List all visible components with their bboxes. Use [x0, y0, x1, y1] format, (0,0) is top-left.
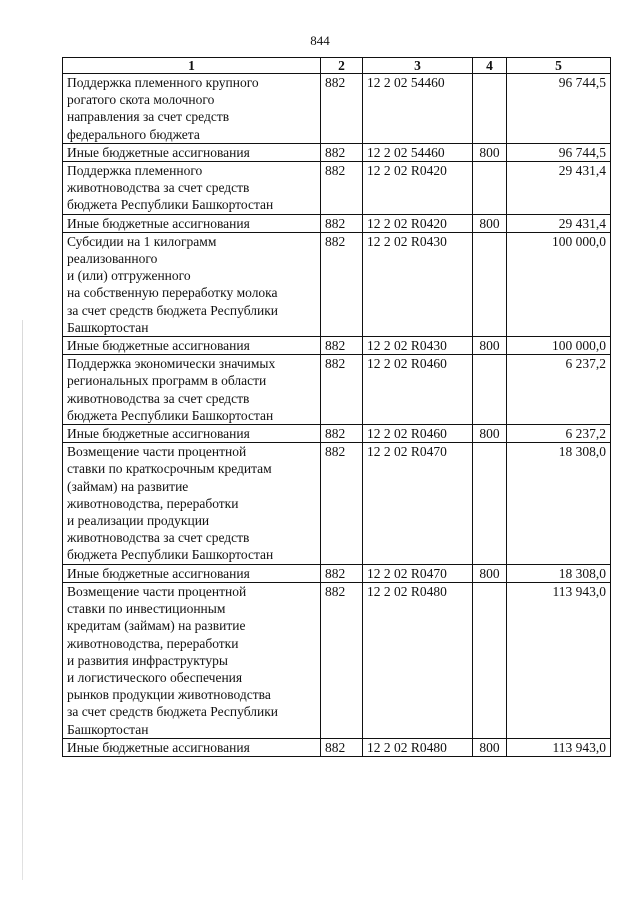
expense-name-line: Поддержка племенного	[67, 163, 203, 179]
expense-name-cell	[63, 425, 321, 443]
scan-edge-line	[22, 320, 23, 880]
table-row	[63, 162, 611, 215]
expense-name-line: Поддержка племенного крупного	[67, 75, 259, 90]
expense-name-line: направления за счет средств	[67, 109, 230, 125]
expense-name-line: рогатого скота молочного	[67, 92, 215, 108]
ministry-code-cell: 882	[321, 143, 363, 161]
expense-name-cell	[63, 443, 321, 564]
target-article-cell: 12 2 02 R0480	[363, 738, 473, 756]
target-article-cell: 12 2 02 R0470	[363, 443, 473, 564]
amount-cell: 100 000,0	[507, 337, 611, 355]
expense-name-line: животноводства за счет средств	[67, 390, 250, 406]
expense-name-cell	[63, 582, 321, 738]
page-number: 844	[310, 33, 330, 48]
ministry-code-cell: 882	[321, 337, 363, 355]
amount-cell: 29 431,4	[507, 214, 611, 232]
expense-name-line: рынков продукции животноводства	[67, 687, 271, 703]
expense-name-line: Башкортостан	[67, 721, 149, 737]
target-article-cell: 12 2 02 R0460	[363, 355, 473, 425]
expense-name-cell	[63, 738, 321, 756]
expense-name-line: Иные бюджетные ассигнования	[67, 144, 250, 160]
amount-cell: 6 237,2	[507, 355, 611, 425]
expense-type-cell: 800	[473, 738, 507, 756]
table-row	[63, 74, 611, 144]
expense-type-cell: 800	[473, 564, 507, 582]
amount-cell: 96 744,5	[507, 143, 611, 161]
expense-name-line: животноводства за счет средств	[67, 530, 250, 546]
expense-name-line: Иные бюджетные ассигнования	[67, 426, 250, 442]
expense-name-line: бюджета Республики Башкортостан	[67, 197, 274, 213]
column-header: 1	[63, 58, 321, 74]
column-header: 5	[507, 58, 611, 74]
expense-name-cell	[63, 355, 321, 425]
expense-name-line: кредитам (займам) на развитие	[67, 618, 246, 634]
target-article-cell: 12 2 02 54460	[363, 143, 473, 161]
expense-type-cell: 800	[473, 143, 507, 161]
table-row	[63, 355, 611, 425]
expense-name-cell	[63, 143, 321, 161]
target-article-cell: 12 2 02 R0430	[363, 337, 473, 355]
amount-cell: 18 308,0	[507, 443, 611, 564]
expense-type-cell	[473, 232, 507, 336]
expense-type-cell	[473, 355, 507, 425]
target-article-cell: 12 2 02 R0480	[363, 582, 473, 738]
expense-name-line: за счет средств бюджета Республики	[67, 704, 278, 720]
table-row	[63, 143, 611, 161]
target-article-cell: 12 2 02 R0470	[363, 564, 473, 582]
table-row	[63, 214, 611, 232]
expense-name-line: Иные бюджетные ассигнования	[67, 338, 250, 354]
expense-name-line: Возмещение части процентной	[67, 444, 247, 460]
target-article-cell: 12 2 02 R0420	[363, 162, 473, 215]
expense-name-line: животноводства, переработки	[67, 495, 239, 511]
amount-cell: 6 237,2	[507, 425, 611, 443]
expense-name-cell	[63, 564, 321, 582]
expense-name-line: Иные бюджетные ассигнования	[67, 565, 250, 581]
column-header: 3	[363, 58, 473, 74]
expense-name-line: бюджета Республики Башкортостан	[67, 407, 274, 423]
expense-name-line: Возмещение части процентной	[67, 583, 247, 599]
table-row	[63, 582, 611, 738]
expense-name-line: Башкортостан	[67, 319, 149, 335]
table-row	[63, 232, 611, 336]
table-row	[63, 425, 611, 443]
ministry-code-cell: 882	[321, 738, 363, 756]
ministry-code-cell: 882	[321, 355, 363, 425]
expense-name-line: на собственную переработку молока	[67, 285, 278, 301]
expense-name-line: и логистического обеспечения	[67, 669, 243, 685]
expense-name-line: и развития инфраструктуры	[67, 652, 228, 668]
column-header: 4	[473, 58, 507, 74]
expense-type-cell	[473, 443, 507, 564]
ministry-code-cell: 882	[321, 232, 363, 336]
expense-name-line: Субсидии на 1 килограмм	[67, 233, 217, 249]
target-article-cell: 12 2 02 R0420	[363, 214, 473, 232]
expense-name-cell	[63, 214, 321, 232]
target-article-cell: 12 2 02 R0430	[363, 232, 473, 336]
ministry-code-cell: 882	[321, 564, 363, 582]
amount-cell: 113 943,0	[507, 738, 611, 756]
expense-name-line: (займам) на развитие	[67, 478, 189, 494]
table-header-row	[63, 58, 611, 74]
ministry-code-cell: 882	[321, 214, 363, 232]
expense-name-line: Иные бюджетные ассигнования	[67, 215, 250, 231]
ministry-code-cell: 882	[321, 425, 363, 443]
expense-name-line: ставки по краткосрочным кредитам	[67, 461, 272, 477]
expense-name-cell	[63, 337, 321, 355]
expense-name-line: Иные бюджетные ассигнования	[67, 739, 250, 755]
amount-cell: 96 744,5	[507, 74, 611, 144]
target-article-cell: 12 2 02 54460	[363, 74, 473, 144]
expense-type-cell	[473, 582, 507, 738]
table-row	[63, 738, 611, 756]
expense-name-line: федерального бюджета	[67, 126, 200, 142]
expense-name-line: Поддержка экономически значимых	[67, 356, 276, 372]
expense-type-cell	[473, 74, 507, 144]
ministry-code-cell: 882	[321, 582, 363, 738]
expense-name-line: ставки по инвестиционным	[67, 601, 226, 617]
expense-name-line: животноводства за счет средств	[67, 180, 250, 196]
amount-cell: 100 000,0	[507, 232, 611, 336]
expense-type-cell: 800	[473, 337, 507, 355]
table-row	[63, 337, 611, 355]
expense-type-cell	[473, 162, 507, 215]
expense-name-cell	[63, 162, 321, 215]
expense-name-line: животноводства, переработки	[67, 635, 239, 651]
table-row	[63, 564, 611, 582]
expense-type-cell: 800	[473, 214, 507, 232]
expense-name-line: реализованного	[67, 251, 158, 267]
expense-type-cell: 800	[473, 425, 507, 443]
expense-name-cell	[63, 74, 321, 144]
amount-cell: 113 943,0	[507, 582, 611, 738]
target-article-cell: 12 2 02 R0460	[363, 425, 473, 443]
ministry-code-cell: 882	[321, 443, 363, 564]
expense-name-line: и реализации продукции	[67, 513, 210, 529]
expense-name-line: региональных программ в области	[67, 373, 267, 389]
ministry-code-cell: 882	[321, 74, 363, 144]
amount-cell: 29 431,4	[507, 162, 611, 215]
expense-name-line: за счет средств бюджета Республики	[67, 302, 278, 318]
expense-name-line: бюджета Республики Башкортостан	[67, 547, 274, 563]
table-row	[63, 443, 611, 564]
ministry-code-cell: 882	[321, 162, 363, 215]
table-body	[63, 74, 611, 757]
amount-cell: 18 308,0	[507, 564, 611, 582]
expense-name-cell	[63, 232, 321, 336]
budget-table	[62, 57, 611, 757]
column-header: 2	[321, 58, 363, 74]
expense-name-line: и (или) отгруженного	[67, 268, 191, 284]
